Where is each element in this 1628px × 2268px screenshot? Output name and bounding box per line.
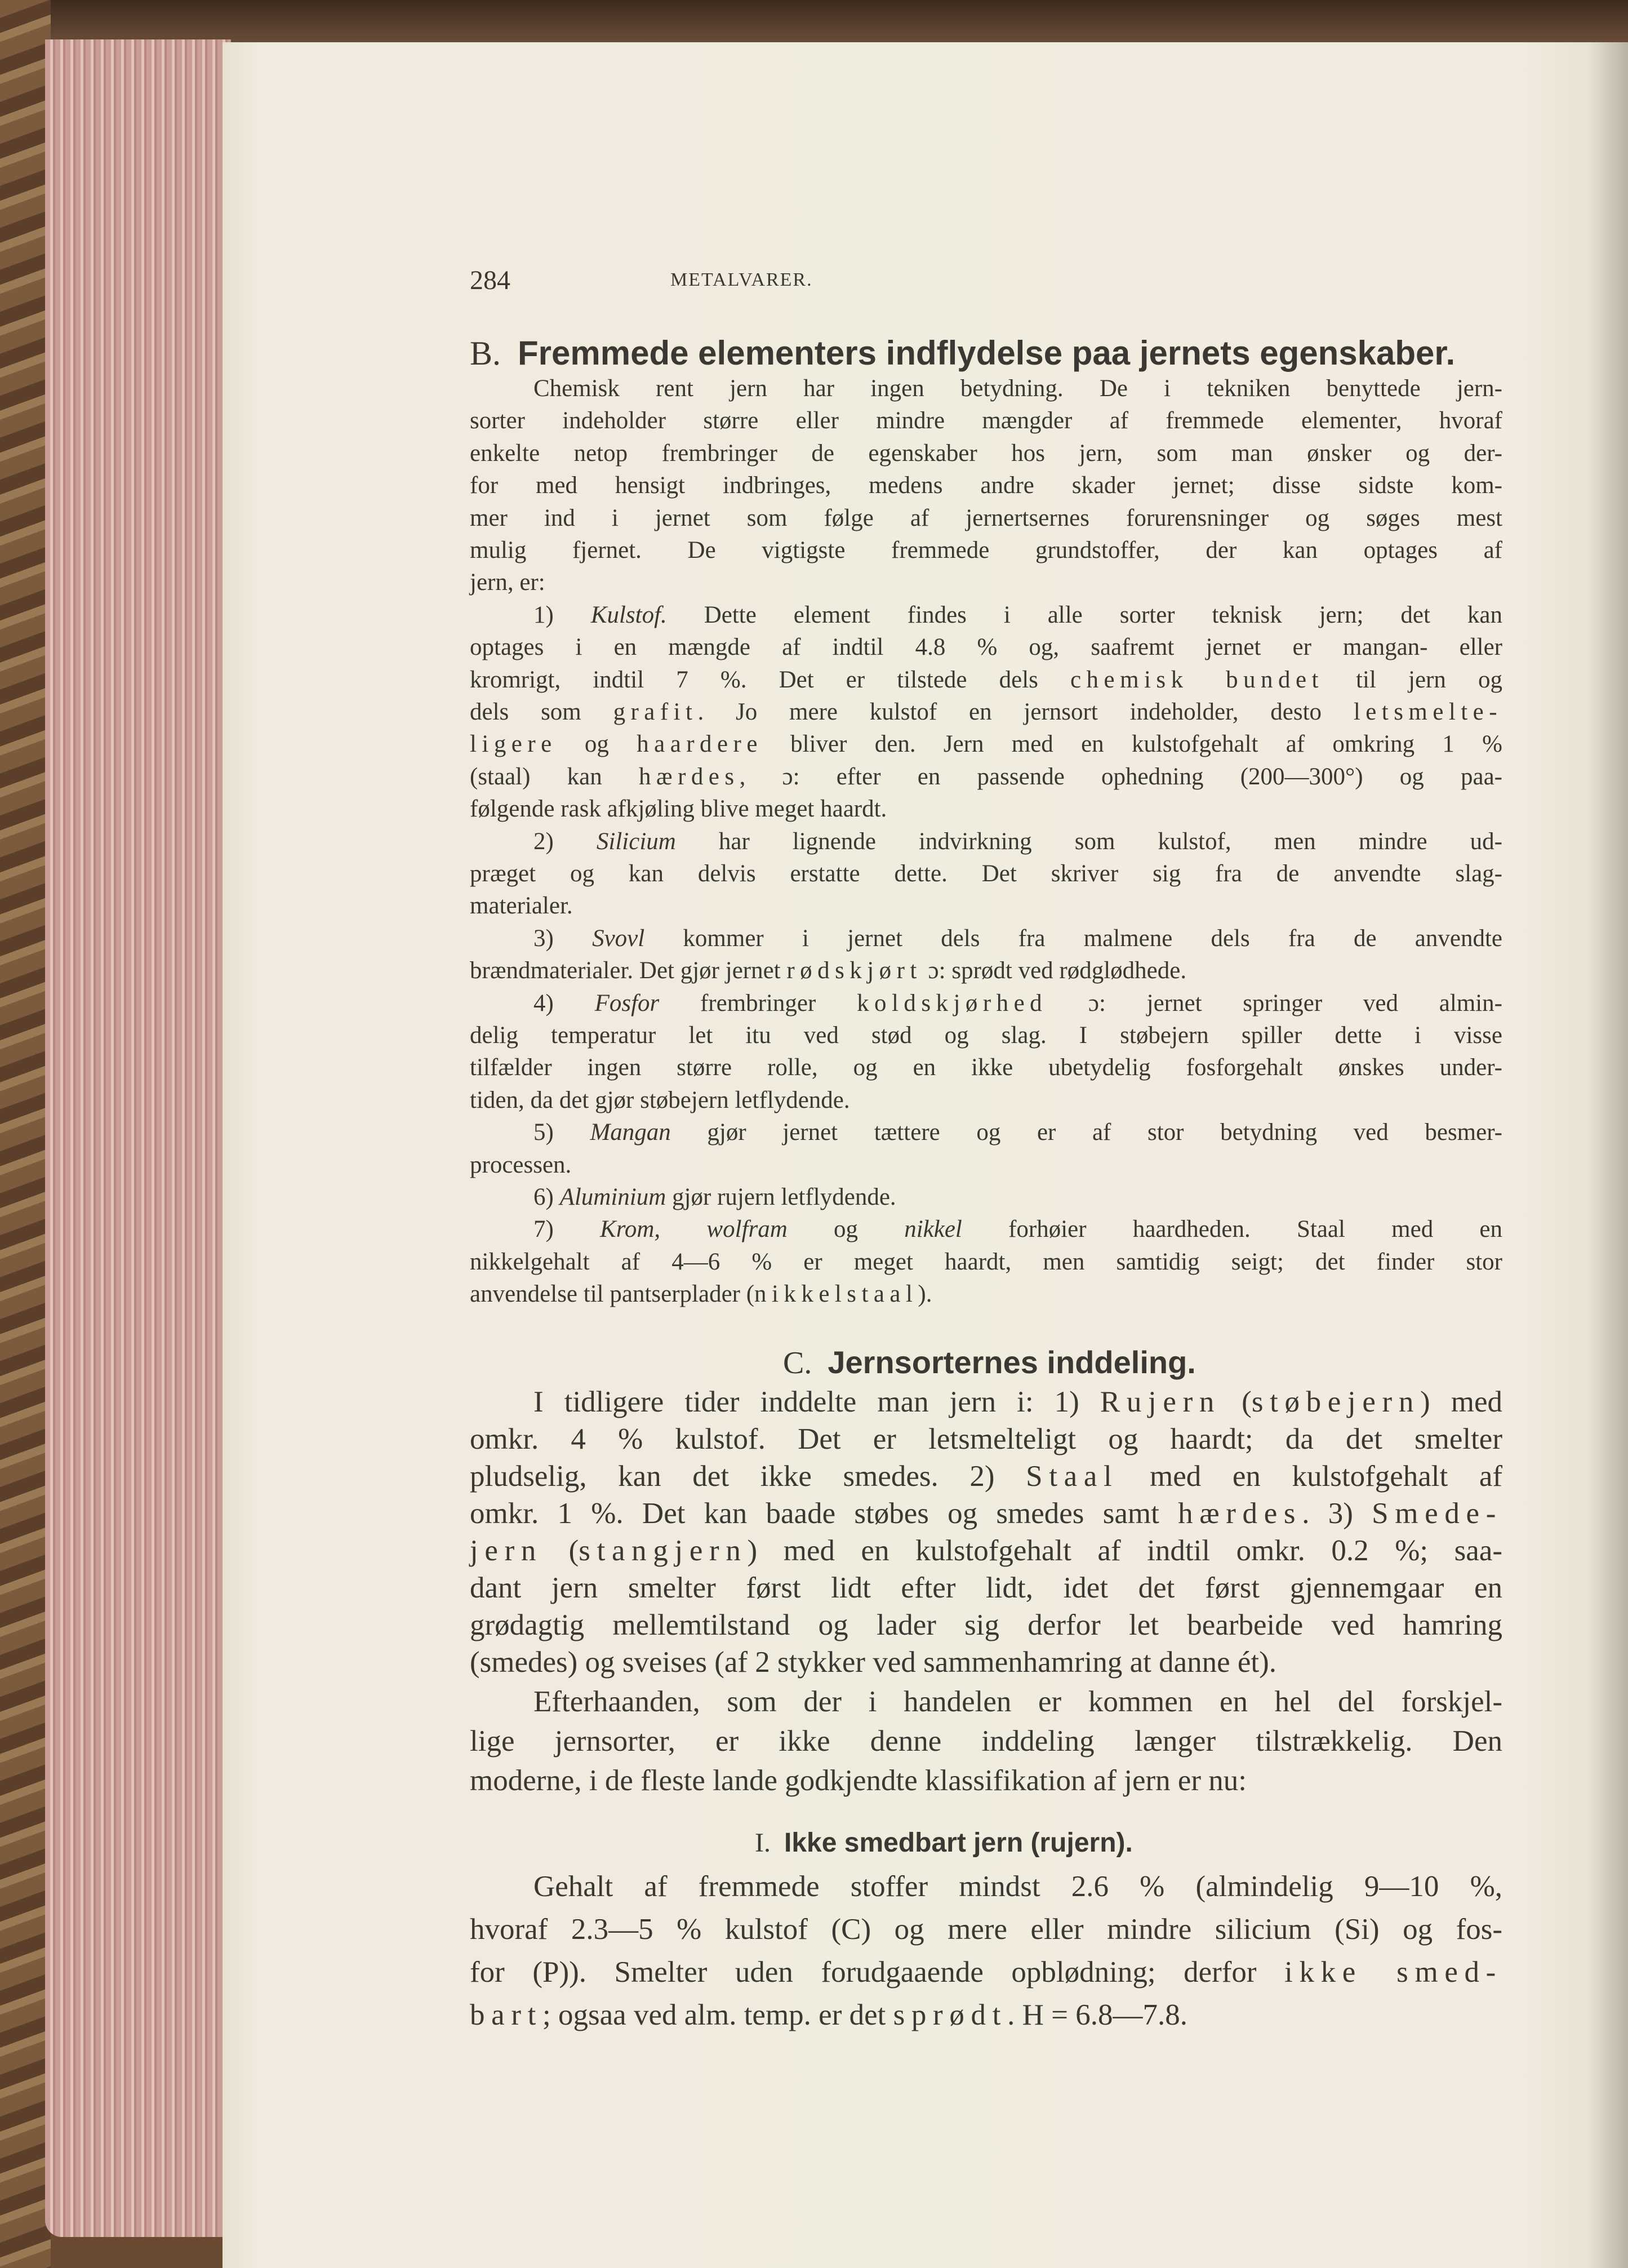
text-line xyxy=(470,892,1502,920)
italic-term: Mangan xyxy=(590,1119,671,1146)
text-line xyxy=(470,1912,1502,1946)
text-run: hvoraf 2.3—5 % kulstof (C) og mere eller mindre silicium (Si) og fos- xyxy=(470,1913,1502,1946)
page-edges xyxy=(45,39,231,2237)
text-line xyxy=(470,1151,1502,1179)
text-run: ) med en kulstofgehalt af indtil omkr. 0.2 %; saa- xyxy=(747,1534,1502,1567)
text-run: . H = 6.8—7.8. xyxy=(1007,1999,1187,2031)
text-line xyxy=(470,1459,1502,1493)
text-line xyxy=(470,1248,1502,1276)
subsection-i-number: I. xyxy=(755,1828,771,1858)
text-run: tilfælder ingen større rolle, og en ikke ubetydelig fosforgehalt ønskes under- xyxy=(470,1054,1502,1081)
text-line xyxy=(470,1086,1502,1114)
text-line xyxy=(533,925,1502,952)
spaced-emphasis: Staal xyxy=(1026,1460,1119,1493)
text-line xyxy=(470,1022,1502,1049)
text-line xyxy=(470,504,1502,532)
text-line xyxy=(470,1497,1502,1530)
text-run: ( xyxy=(1221,1386,1252,1418)
spaced-emphasis: hærdes xyxy=(638,763,740,790)
spaced-emphasis: letsmelte- xyxy=(1353,699,1503,725)
text-run: omkr. 1 %. Det kan baade støbes og smedes samt xyxy=(470,1497,1178,1530)
text-line xyxy=(533,989,1502,1017)
text-line xyxy=(470,666,1502,694)
text-run: 7) xyxy=(533,1216,601,1243)
text-run: og xyxy=(557,731,637,758)
italic-term: Svovl xyxy=(592,925,645,952)
text-line xyxy=(533,1215,1502,1243)
text-run: frembringer xyxy=(659,989,857,1017)
text-line xyxy=(470,1422,1502,1456)
spaced-emphasis: chemisk bundet xyxy=(1070,666,1324,693)
text-run: . 3) xyxy=(1302,1497,1372,1530)
text-line xyxy=(470,1998,1502,2032)
text-line xyxy=(470,1571,1502,1605)
section-b-title: Fremmede elementers indflydelse paa jernets egenskaber. xyxy=(518,334,1456,372)
text-line xyxy=(470,1608,1502,1642)
section-c-title: Jernsorternes inddeling. xyxy=(828,1344,1196,1380)
section-b-letter: B. xyxy=(470,335,501,372)
text-run: enkelte netop frembringer de egenskaber hos jern, som man ønsker og der- xyxy=(470,440,1502,467)
text-run: grødagtig mellemtilstand og lader sig derfor let bearbeide ved hamring xyxy=(470,1609,1502,1641)
text-run: Chemisk rent jern har ingen betydning. De i tekniken benyttede jern- xyxy=(533,375,1502,402)
text-run: forhøier haardheden. Staal med en xyxy=(962,1216,1503,1243)
text-line xyxy=(470,1280,1502,1308)
spaced-emphasis: haardere xyxy=(637,731,763,758)
text-line xyxy=(470,1724,1502,1758)
text-line xyxy=(533,601,1502,629)
text-run: gjør jernet tættere og er af stor betydning ved besmer- xyxy=(670,1119,1502,1146)
text-run: 3) xyxy=(533,925,593,952)
text-run: ). xyxy=(918,1281,932,1308)
text-line xyxy=(533,1385,1502,1419)
text-line xyxy=(470,569,1502,596)
text-run: moderne, i de fleste lande godkjendte klassifikation af jern er nu: xyxy=(470,1764,1247,1797)
text-run: lige jernsorter, er ikke denne inddeling længer tilstrækkelig. Den xyxy=(470,1725,1502,1757)
spaced-emphasis: stangjern xyxy=(579,1534,748,1567)
text-run: dels som xyxy=(470,699,613,725)
italic-term: Fosfor xyxy=(594,989,660,1017)
text-run: ) med xyxy=(1420,1386,1502,1418)
subsection-i-heading xyxy=(755,1827,1133,1858)
spaced-emphasis: sprødt xyxy=(893,1999,1008,2031)
page-number: 284 xyxy=(470,265,510,295)
text-run: mer ind i jernet som følge af jernertsernes forurensninger og søges mest xyxy=(470,504,1502,531)
text-run: delig temperatur let itu ved stød og slag. I støbejern spiller dette i visse xyxy=(470,1022,1502,1049)
text-run: optages i en mængde af indtil 4.8 % og, saafremt jernet er mangan- eller xyxy=(470,634,1502,661)
text-run: . Jo mere kulstof en jernsort indeholder, desto xyxy=(697,699,1354,725)
spaced-emphasis: rødskjørt xyxy=(786,957,922,984)
spaced-emphasis: Smede- xyxy=(1372,1497,1502,1530)
spaced-emphasis: Rujern xyxy=(1100,1386,1221,1418)
text-run: Dette element findes i alle sorter teknisk jern; det kan xyxy=(666,601,1502,628)
text-line xyxy=(470,1054,1502,1081)
text-run: til jern og xyxy=(1323,666,1502,693)
spaced-emphasis: ikke smed- xyxy=(1284,1956,1502,1989)
text-run: 2) xyxy=(533,828,597,855)
text-run: jern, er: xyxy=(470,569,545,596)
section-c-heading xyxy=(783,1344,1196,1381)
text-line xyxy=(533,1685,1502,1719)
text-line xyxy=(470,763,1502,791)
text-line xyxy=(533,1870,1502,1903)
text-run: gjør rujern letflydende. xyxy=(666,1184,896,1210)
text-run: 1) xyxy=(533,601,591,628)
italic-term: Krom, wolfram xyxy=(600,1216,788,1243)
spaced-emphasis: ligere xyxy=(470,731,557,758)
text-run: og xyxy=(787,1216,905,1243)
text-run: følgende rask afkjøling blive meget haardt. xyxy=(470,796,887,823)
text-line xyxy=(470,1534,1502,1568)
text-run: kromrigt, indtil 7 %. Det er tilstede dels xyxy=(470,666,1071,693)
text-run: anvendelse til pantserplader ( xyxy=(470,1281,755,1308)
text-run: 6) xyxy=(533,1184,560,1210)
text-run: for (P)). Smelter uden forudgaaende opblødning; derfor xyxy=(470,1956,1285,1989)
text-run: ( xyxy=(542,1534,579,1567)
spaced-emphasis: koldskjørhed xyxy=(857,989,1048,1017)
text-run: Gehalt af fremmede stoffer mindst 2.6 % (almindelig 9—10 %, xyxy=(533,1870,1502,1903)
text-run: 5) xyxy=(533,1119,590,1146)
text-run: pludselig, kan det ikke smedes. 2) xyxy=(470,1460,1026,1493)
text-run: dant jern smelter først lidt efter lidt, idet det først gjennemgaar en xyxy=(470,1572,1502,1604)
italic-term: nikkel xyxy=(904,1216,962,1243)
text-run: ɔ: jernet springer ved almin- xyxy=(1047,989,1502,1017)
text-line xyxy=(470,472,1502,499)
book-cover-top xyxy=(0,0,1628,45)
text-run: mulig fjernet. De vigtigste fremmede grundstoffer, der kan optages af xyxy=(470,537,1502,563)
text-run: nikkelgehalt af 4—6 % er meget haardt, men samtidig seigt; det finder stor xyxy=(470,1248,1502,1275)
text-run: processen. xyxy=(470,1151,572,1178)
text-line xyxy=(470,795,1502,823)
text-line xyxy=(470,730,1502,758)
text-run: (staal) kan xyxy=(470,763,639,790)
text-line xyxy=(470,440,1502,467)
text-run: materialer. xyxy=(470,893,573,920)
spaced-emphasis: jern xyxy=(470,1534,543,1567)
text-run: ɔ: sprødt ved rødglødhede. xyxy=(922,957,1187,984)
text-line xyxy=(533,375,1502,402)
spine-shadow xyxy=(1589,42,1628,2268)
book-cover-left xyxy=(0,0,51,2268)
text-run: tiden, da det gjør støbejern letflydende. xyxy=(470,1086,850,1113)
spaced-emphasis: nikkelstaal xyxy=(754,1281,918,1308)
text-line xyxy=(470,698,1502,726)
text-run: ; ogsaa ved alm. temp. er det xyxy=(542,1999,893,2031)
italic-term: Silicium xyxy=(596,828,676,855)
text-line xyxy=(470,957,1502,984)
text-line xyxy=(470,860,1502,887)
section-c-letter: C. xyxy=(783,1346,812,1381)
running-title: METALVARER. xyxy=(670,269,813,290)
spaced-emphasis: bart xyxy=(470,1999,543,2031)
text-line xyxy=(470,1645,1502,1679)
text-run: 4) xyxy=(533,989,595,1017)
text-run: præget og kan delvis erstatte dette. Det skriver sig fra de anvendte slag- xyxy=(470,860,1502,887)
text-run: omkr. 4 % kulstof. Det er letsmelteligt og haardt; da det smelter xyxy=(470,1423,1502,1455)
text-run: sorter indeholder større eller mindre mængder af fremmede elementer, hvoraf xyxy=(470,407,1502,434)
text-line xyxy=(470,633,1502,661)
text-line xyxy=(533,1183,1502,1211)
text-run: (smedes) og sveises (af 2 stykker ved sammenhamring at danne ét). xyxy=(470,1646,1277,1679)
text-run: I tidligere tider inddelte man jern i: 1) xyxy=(533,1386,1100,1418)
text-run: Efterhaanden, som der i handelen er kommen en hel del forskjel- xyxy=(533,1685,1502,1718)
text-run: med en kulstofgehalt af xyxy=(1118,1460,1502,1493)
subsection-i-title: Ikke smedbart jern (rujern). xyxy=(784,1828,1133,1858)
text-line xyxy=(533,828,1502,855)
spaced-emphasis: støbejern xyxy=(1251,1386,1421,1418)
text-line xyxy=(470,1764,1502,1797)
text-line xyxy=(470,1955,1502,1989)
text-run: har lignende indvirkning som kulstof, men mindre ud- xyxy=(675,828,1502,855)
text-run: kommer i jernet dels fra malmene dels fra de anvendte xyxy=(644,925,1502,952)
text-line xyxy=(470,536,1502,564)
text-line xyxy=(533,1119,1502,1146)
text-run: bliver den. Jern med en kulstofgehalt af omkring 1 % xyxy=(762,731,1503,758)
text-run: , ɔ: efter en passende ophedning (200—300°) og paa- xyxy=(739,763,1502,790)
italic-term: Aluminium xyxy=(559,1184,666,1210)
text-line xyxy=(470,407,1502,434)
text-run: for med hensigt indbringes, medens andre skader jernet; disse sidste kom- xyxy=(470,472,1502,499)
italic-term: Kulstof. xyxy=(590,601,667,628)
text-run: brændmaterialer. Det gjør jernet xyxy=(470,957,787,984)
spaced-emphasis: hærdes xyxy=(1178,1497,1302,1530)
spaced-emphasis: grafit xyxy=(613,699,698,725)
section-b-heading xyxy=(470,334,1455,373)
